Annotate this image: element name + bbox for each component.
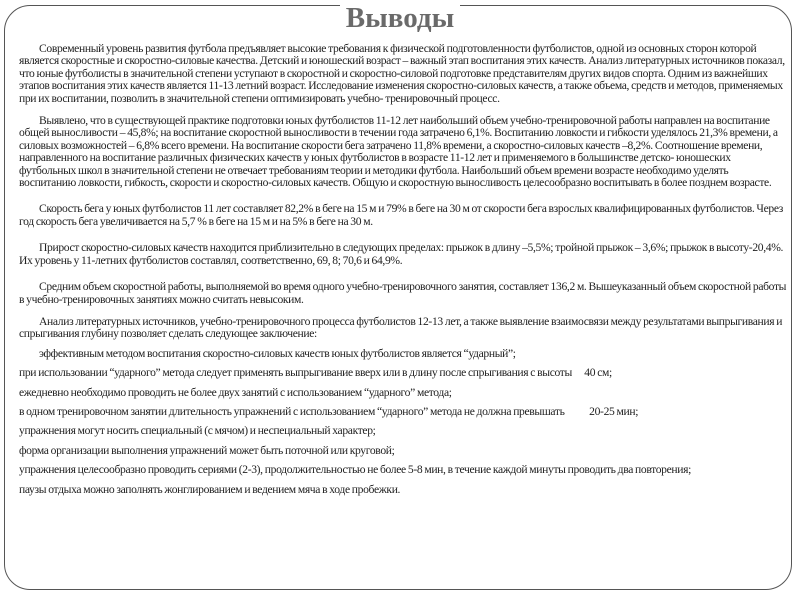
slide-title-text: Выводы	[340, 2, 460, 34]
paragraph-intro: Современный уровень развития футбола предъявляет высокие требования к физической подготовленности футболистов, одной из основных сторон которой является скоростные и скоростно-силовые качества. Детский и юношеский возраст – важный этап воспитания этих качеств. Анализ литературных источников показал, что юные футболисты в значительной степени уступают в скоростной и скоростно-силовой подготовке представителям других видов спорта. Одним из важнейших этапов воспитания этих качеств является 11-13 летний возраст. Исследование изменения скоростно-силовых качеств, а также объема, средств и методов, применяемых при их воспитании, позволить в значительной степени оптимизировать учебно- тренировочный процесс.	[19, 42, 785, 105]
slide-content	[19, 43, 787, 496]
paragraph-training-practice: Выявлено, что в существующей практике подготовки юных футболистов 11-12 лет наибольший объем учебно-тренировочной работы направлен на воспитание общей выносливости – 45,8%; на воспитание скоростной выносливости в течении года затрачено 6,1%. Воспитанию ловкости и гибкости уделялось 21,3% времени, а силовых возможностей – 6,8% всего времени. На воспитание скорости бега затрачено 11,8% времени, а скоростно-силовых качеств –8,2%. Соотношение времени, направленного на воспитание различных физических качеств у юных футболистов в возрасте 11-12 лет и применяемого в большинстве детско- юношеских футбольных школ в значительной степени не отвечает требованиям теории и методики футбола. Наибольший объем времени возрасте необходимо уделять воспитанию ловкости, гибкость, скорости и скоростно-силовых качеств. Общую и скоростную выносливость целесообразно воспитывать в более позднем возрасте.	[19, 114, 778, 190]
paragraph-analysis: Анализ литературных источников, учебно-тренировочного процесса футболистов 12-13 лет, а также выявление взаимосвязи между результатами выпрыгивания и спрыгивания глубину позволяет сделать следующее заключение:	[19, 314, 783, 341]
paragraph-speed-work-volume: Средним объем скоростной работы, выполняемой во время одного учебно-тренировочного занятия, составляет 136,2 м. Вышеуказанный объем скоростной работы в учебно-тренировочных занятиях можно считать невысоким.	[19, 280, 787, 306]
conclusion-item: эффективным методом воспитания скоростно-силовых качеств юных футболистов является “ударный”;	[39, 346, 516, 360]
conclusion-item: упражнения могут носить специальный (с мячом) и неспециальный характер;	[19, 424, 376, 438]
conclusion-item: паузы отдыха можно заполнять жонглированием и ведением мяча в ходе пробежки.	[19, 482, 401, 496]
conclusion-item: форма организации выполнения упражнений может быть поточной или круговой;	[19, 443, 395, 457]
conclusion-item: ежедневно необходимо проводить не более двух занятий с использованием “ударного” метода;	[19, 385, 452, 399]
slide-title	[0, 2, 800, 35]
conclusion-item: в одном тренировочном занятии длительность упражнений с использованием “ударного” метода не должна превышать 20-25 мин;	[19, 404, 639, 418]
paragraph-running-speed: Скорость бега у юных футболистов 11 лет составляет 82,2% в беге на 15 м и 79% в беге на 30 м от скорости бега взрослых квалифицированных футболистов. Через год скорость бега увеличивается на 5,7 % в беге на 15 м и на 5% в беге на 30 м.	[19, 202, 784, 228]
conclusion-item: упражнения целесообразно проводить сериями (2-3), продолжительностью не более 5-8 мин, в течение каждой минуты проводить два повторения;	[19, 463, 691, 477]
conclusion-item: при использовании “ударного” метода следует применять выпрыгивание вверх или в длину после спрыгивания с высоты 40 см;	[19, 366, 612, 380]
paragraph-speed-strength-gain: Прирост скоростно-силовых качеств находится приблизительно в следующих пределах: прыжок в длину –5,5%; тройной прыжок – 3,6%; прыжок в высоту-20,4%. Их уровень у 11-летних футболистов составлял, соответственно, 69, 8; 70,6 и 64,9%.	[19, 241, 784, 267]
